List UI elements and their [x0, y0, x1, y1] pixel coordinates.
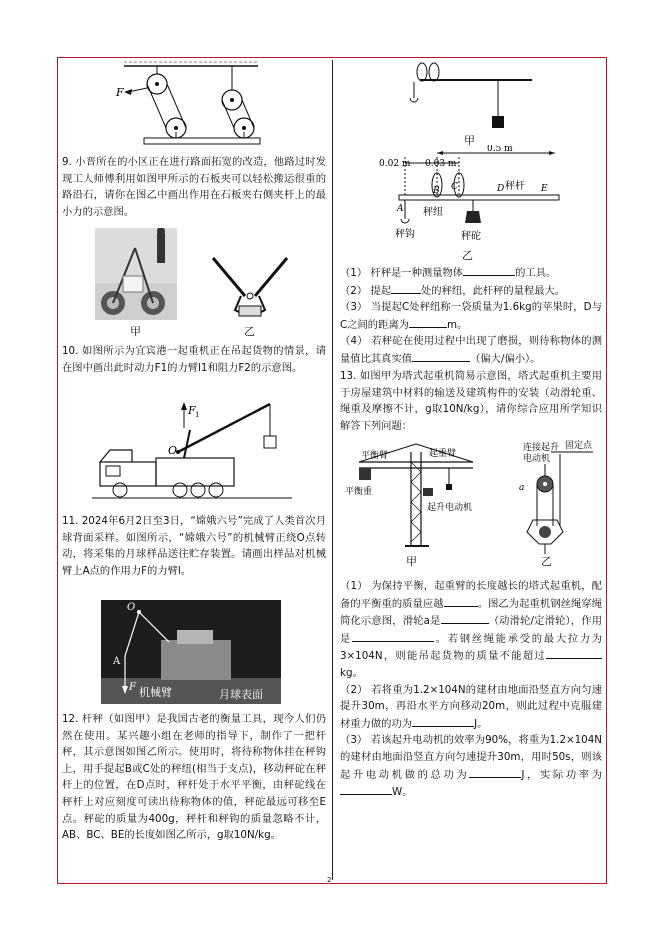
lbl-a: a: [519, 483, 525, 493]
lbl-gan: 秤杆: [505, 181, 525, 192]
q12-s4: [340, 333, 602, 367]
q12-s2-text2: 处的秤纽，此杆秤的量程最大。: [421, 284, 566, 297]
q13-s1-blank3[interactable]: [352, 630, 434, 642]
q11-label-moon: 月球表面: [219, 688, 263, 701]
q12-s3-blank[interactable]: [409, 316, 447, 328]
q13-s1-text: （1） 为保持平衡，起重臂的长度越长的塔式起重机，配备的平衡重的质量应越: [340, 580, 602, 610]
lbl-niu: 秤纽: [423, 207, 443, 218]
q12-s2: [340, 282, 602, 300]
q12-s3-text2: m。: [446, 318, 468, 331]
dim-0.5m: 0.5 m: [487, 145, 513, 154]
q10-label-F1-sub: 1: [195, 411, 200, 419]
q11-label-O: O: [127, 602, 136, 613]
q12-s1: [340, 264, 602, 282]
q12-s2-blank[interactable]: [391, 282, 421, 294]
q12-s4-text2: （偏大/偏小）。: [470, 352, 541, 365]
dim-0.02m: 0.02 m: [379, 159, 411, 169]
q13-text: 13. 如图甲为塔式起重机简易示意图，塔式起重机主要用于房屋建筑中材料的输送及建筑构件的安装（动滑轮重、绳重及摩擦不计，g取10N/kg），请你综合应用所学知识解答下列问题：: [340, 370, 602, 432]
q9-label-yi: 乙: [244, 325, 255, 338]
q13-s3: [340, 732, 602, 800]
column-divider: [332, 60, 333, 880]
stone-clamp-photo: [95, 228, 177, 320]
q12-fig-yi: 乙: [462, 249, 473, 262]
q13-s1-blank4[interactable]: [546, 647, 602, 659]
q13-s3-text: （3） 若该起升电动机的效率为90%，将重为1.2×104N的建材由地面沿竖直方向匀速提升30m，用时50s，则该起升电动机做的总功为: [340, 734, 602, 781]
q12-subquestions: [340, 264, 602, 368]
steelyard-diagram-yi: [375, 145, 575, 247]
tower-crane-figure: [345, 438, 600, 562]
q10-label-F1: F: [188, 404, 196, 417]
q11-label-A: A: [113, 656, 121, 667]
q13-s3-blank2[interactable]: [340, 783, 392, 795]
q13-s1-text5: kg。: [340, 666, 363, 679]
q9-text: 9. 小晋所在的小区正在进行路面拓宽的改造，他路过时发现工人师傅利用如图甲所示的石板夹可以轻松搬运很重的路沿石，请你在图乙中画出作用在石板夹右侧夹杆上的最小力的示意图。: [62, 156, 326, 218]
question-11: [62, 513, 326, 579]
lbl-motor2-a: 连接起升: [523, 443, 560, 453]
question-13: [340, 368, 602, 434]
q12-s2-text: （2） 提起: [340, 284, 392, 297]
lbl-E: E: [541, 184, 548, 194]
question-12: [62, 711, 326, 844]
lbl-pinghengbi: 平衡臂: [361, 451, 389, 461]
q13-subquestions: [340, 578, 602, 801]
q9-label-jia: 甲: [130, 325, 141, 338]
q13-s1-text3: （动滑轮/定滑轮），作用是: [340, 615, 602, 645]
q12-s1-text: （1） 杆秤是一种测量物体: [340, 267, 464, 279]
steelyard-photo-jia: [400, 60, 540, 130]
question-10: [62, 343, 326, 376]
q13-fig-yi: 乙: [541, 555, 552, 568]
q13-fig-jia: 甲: [406, 555, 417, 568]
q13-s3-blank1[interactable]: [469, 766, 521, 778]
q12-text: 12. 杆秤（如图甲）是我国古老的衡量工具，现今人们仍然在使用。某兴趣小组在老师的指导下，制作了一把杆秤，其示意图如图乙所示。使用时，将待称物体挂在秤钩上，用手提起B或C处的秤纽(相当于支点)，移动秤砣在秤杆上的位置，在D点时，秤杆处于水平平衡，由秤砣线在秤杆上对应刻度可读出待称物体的值，秤砣最远可移至E点。秤砣的质量为400g，秤杆和秤钩的质量忽略不计，AB、BC、BE的长度如图乙所示，g取10N/kg。: [62, 713, 326, 842]
moon-arm-photo: [101, 600, 281, 704]
q12-s4-blank[interactable]: [412, 350, 470, 362]
lbl-C: C: [451, 182, 458, 192]
q11-label-F: F: [129, 682, 136, 693]
q13-s2-text2: J。: [474, 717, 488, 730]
lbl-fixed: 固定点: [565, 441, 593, 451]
lbl-qizhongbi: 起重臂: [429, 449, 457, 459]
q10-text: 10. 如图所示为宜宾港一起重机正在吊起货物的情景，请在图中画出此时动力F1的力臂l1和阻力F2的示意图。: [62, 345, 326, 374]
pulley-label-F: F: [116, 86, 124, 99]
crane-truck-figure: [92, 402, 297, 507]
q13-s2-text: （2） 若将重为1.2×104N的建材由地面沿竖直方向匀速提升30m，再沿水平方向移动20m，则此过程中克服建材重力做的功为: [340, 683, 602, 730]
q11-label-arm: 机械臂: [139, 686, 172, 699]
lbl-motor: 起升电动机: [427, 503, 473, 513]
q10-label-O: O: [168, 444, 178, 457]
lbl-pinghengzhong: 平衡重: [345, 487, 373, 497]
question-9: [62, 154, 326, 220]
q13-s3-text2: J，实际功率为: [521, 768, 603, 781]
q12-fig-jia: 甲: [464, 134, 475, 147]
q13-s1-text4: 。若钢丝绳能承受的最大拉力为3×104N，则能吊起货物的质量不能超过: [340, 632, 602, 663]
q13-s3-text3: W。: [392, 786, 413, 799]
lbl-A: A: [397, 204, 404, 214]
q12-s4-text: （4） 若秤砣在使用过程中出现了磨损，则待称物体的测量值比其真实值: [340, 335, 602, 365]
pulley-system-figure: [110, 60, 270, 150]
lbl-gou: 秤钩: [395, 229, 415, 240]
lbl-motor2-b: 电动机: [523, 454, 551, 464]
stone-clamp-diagram: [205, 252, 295, 324]
q12-s1-blank[interactable]: [463, 264, 515, 276]
q12-s3: [340, 299, 602, 333]
q12-s3-text: （3） 当提起C处秤纽称一袋质量为1.6kg的苹果时，D与C之间的距离为: [340, 301, 602, 331]
q13-s1: [340, 578, 602, 682]
q13-s2: [340, 682, 602, 733]
q13-s1-blank1[interactable]: [444, 595, 478, 607]
lbl-D: D: [497, 184, 505, 194]
q12-s1-text2: 的工具。: [515, 267, 557, 279]
q13-s1-text2: 。图乙为起重机钢丝绳穿绳简化示意图，滑轮a是: [340, 597, 603, 628]
dim-0.03m: 0.03 m: [425, 159, 457, 169]
q13-s1-blank2[interactable]: [441, 612, 489, 624]
q11-text: 11. 2024年6月2日至3日，“嫦娥六号”完成了人类首次月球背面采样。如图所示，“嫦娥六号”的机械臂正绕O点转动，将采集的月球样品送往贮存装置。请画出样品对机械臂上A点的作用力F的力臂l。: [62, 515, 326, 577]
lbl-tuo: 秤砣: [461, 231, 481, 242]
q13-s2-blank[interactable]: [412, 715, 474, 727]
lbl-B: B: [433, 186, 440, 196]
page-number: 2: [327, 876, 332, 884]
